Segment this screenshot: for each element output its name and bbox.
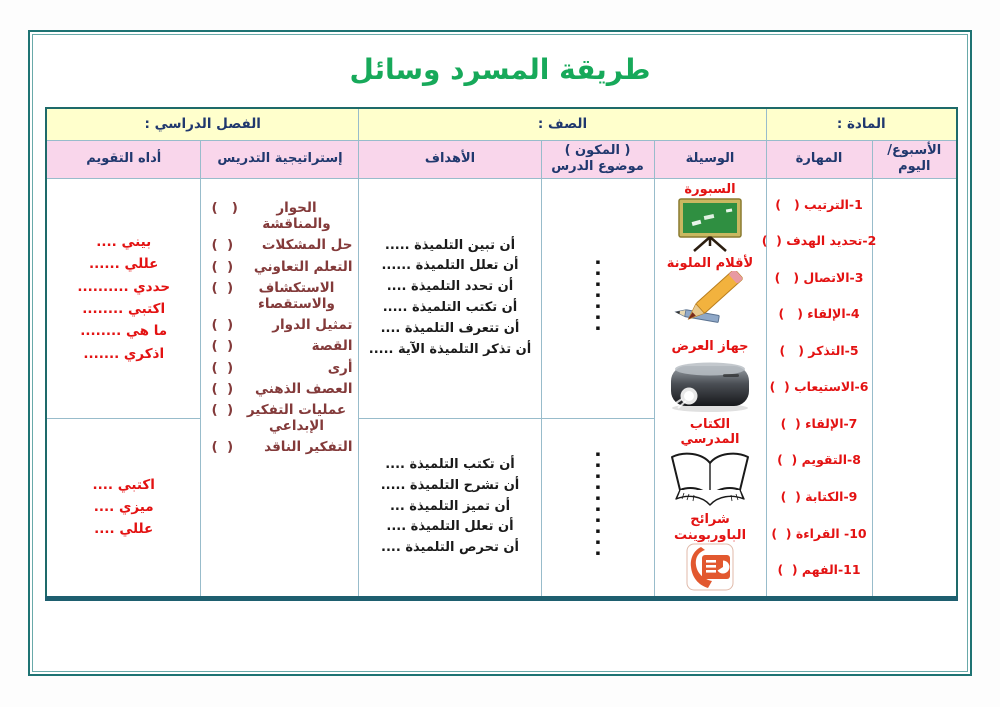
strategy-checkbox-parens: ( ) [211, 279, 234, 296]
skill-item: 7-الإلقاء ( ) [780, 415, 858, 431]
evaluation-line: حددي .......... [77, 278, 171, 295]
strategy-checkbox-parens: ( ) [211, 237, 234, 254]
skills-cell [761, 178, 877, 598]
evaluation-line: اذكري ....... [83, 345, 165, 362]
skill-item: 5-التذكر ( ) [779, 342, 859, 358]
column-header-strategy: إستراتيجية التدريس [201, 140, 359, 178]
strategy-label: القصة [311, 338, 353, 355]
page-border-inner [32, 34, 968, 672]
strategy-cell [201, 178, 359, 598]
strategy-checkbox-parens: ( ) [211, 380, 234, 397]
skill-item: 9-الكتابة ( ) [780, 489, 858, 505]
evaluation-line: عللي ...... [89, 256, 159, 273]
strategy-item [211, 360, 352, 376]
column-header-skill: المهارة [766, 140, 872, 178]
topic-cell-row2 [541, 418, 654, 598]
skills-list [761, 180, 877, 594]
means-item-projector [665, 339, 755, 417]
strategy-checkbox-parens: ( ) [211, 200, 238, 216]
strategy-item [211, 381, 352, 397]
group-header-row [46, 108, 957, 140]
means-label: الكتاب المدرسي [680, 416, 740, 448]
topic-dotted-marker: ▪▪▪▪▪▪▪ [594, 257, 602, 335]
column-header-week-day: الأسبوع/اليوم [872, 140, 957, 178]
strategy-label: العصف الذهني [255, 380, 353, 397]
semester-header-cell: الفصل الدراسي : [46, 108, 359, 140]
body-row-1 [46, 178, 957, 418]
chalkboard-image [674, 198, 746, 256]
strategy-label: الاستكشاف والاستقصاء [258, 279, 335, 312]
objective-line: أن تبين التلميذة ..... [384, 237, 516, 253]
evaluation-line: ميزي .... [93, 498, 154, 515]
objectives-cell-row2 [359, 418, 541, 598]
means-label: لأقلام الملونة [666, 255, 754, 271]
class-header-cell: الصف : [359, 108, 766, 140]
evaluation-cell-row1 [46, 178, 201, 418]
projector-image [665, 355, 755, 417]
objective-line: أن تعلل التلميذة ...... [381, 258, 519, 274]
column-header-topic: ( المكون ) موضوع الدرس [541, 140, 654, 178]
evaluation-line: اكتبي ........ [82, 301, 166, 317]
objective-line: أن تحرص التلميذة .... [381, 540, 519, 556]
objectives-list-row1 [359, 236, 540, 361]
strategy-item [211, 237, 352, 253]
means-label: جهاز العرض [671, 339, 749, 355]
strategy-label: تمثيل الدوار [272, 317, 353, 334]
strategy-checkbox-parens: ( ) [211, 439, 234, 456]
strategy-label: التفكير الناقد [264, 439, 353, 456]
powerpoint-icon [686, 543, 734, 595]
means-item-book [655, 417, 766, 512]
means-label: السبورة [684, 182, 736, 197]
page-title: طريقة المسرد وسائل [349, 53, 651, 86]
column-header-evaluation: أداه التقويم [46, 140, 201, 178]
evaluation-line: عللي .... [94, 521, 154, 538]
strategy-checkbox-parens: ( ) [211, 317, 234, 334]
column-header-row [46, 140, 957, 178]
strategy-checkbox-parens: ( ) [211, 258, 234, 275]
evaluation-list-row1 [47, 231, 201, 365]
evaluation-line: ما هي ........ [80, 323, 168, 340]
strategy-item [211, 259, 352, 275]
page-border-frame [28, 30, 972, 676]
strategy-item [211, 280, 352, 312]
means-label: شرائح الباوربوينت [673, 511, 747, 543]
strategy-item [211, 439, 352, 455]
skill-item: 2-تحديد الهدف ( ) [761, 233, 877, 249]
objective-line: أن تميز التلميذة ... [389, 498, 511, 514]
strategy-label: الحوار والمناقشة [262, 200, 331, 233]
skill-item: 6-الاستيعاب ( ) [769, 379, 869, 395]
topic-cell-row1 [541, 178, 654, 418]
strategy-label: أرى [327, 359, 353, 376]
evaluation-line: بيني .... [96, 234, 152, 251]
strategy-label: حل المشكلات [261, 237, 353, 254]
column-header-means: الوسيلة [654, 140, 766, 178]
strategy-item [211, 402, 352, 434]
objectives-cell-row1 [359, 178, 541, 418]
objective-line: أن تكتب التلميذة .... [385, 457, 515, 472]
strategy-item [211, 200, 352, 232]
strategy-label: عمليات التفكير الإبداعي [246, 401, 347, 435]
means-item-chalkboard [674, 182, 746, 256]
strategy-checkbox-parens: ( ) [211, 401, 234, 418]
strategy-label: التعلم التعاوني [253, 258, 353, 275]
subject-header-cell: المادة : [766, 108, 957, 140]
skill-item: 1-الترتيب ( ) [775, 196, 863, 212]
skill-item: 3-الاتصال ( ) [774, 269, 864, 285]
evaluation-list-row2 [47, 474, 201, 541]
means-list [655, 180, 766, 594]
skill-item: 4-الإلقاء ( ) [778, 306, 860, 322]
objective-line: أن تذكر التلميذة الآية ..... [368, 341, 532, 357]
objective-line: أن تعلل التلميذة .... [386, 519, 514, 535]
evaluation-cell-row2 [46, 418, 201, 598]
objective-line: أن تكتب التلميذة ..... [382, 300, 518, 315]
textbook-image [667, 448, 753, 512]
strategy-item [211, 338, 352, 354]
week-day-cell [872, 178, 957, 598]
means-item-pencils [661, 256, 759, 340]
strategies-list [201, 180, 358, 594]
colored-pencils-image [673, 271, 747, 339]
objective-line: أن تحدد التلميذة .... [386, 279, 514, 295]
objective-line: أن تتعرف التلميذة .... [380, 320, 520, 336]
objectives-list-row2 [359, 455, 540, 559]
strategy-checkbox-parens: ( ) [211, 338, 234, 355]
strategy-item [211, 317, 352, 333]
topic-dotted-marker: ▪▪▪▪▪▪▪▪▪▪ [594, 450, 602, 560]
means-item-powerpoint [655, 512, 766, 595]
means-cell [654, 178, 766, 598]
skill-item: 10- القراءة ( ) [771, 525, 867, 541]
strategy-checkbox-parens: ( ) [211, 359, 234, 376]
column-header-objectives: الأهداف [359, 140, 541, 178]
lesson-plan-table [45, 107, 958, 601]
objective-line: أن تشرح التلميذة ..... [380, 477, 520, 493]
evaluation-line: اكتبي .... [92, 476, 155, 493]
skill-item: 8-التقويم ( ) [777, 452, 861, 468]
skill-item: 11-الفهم ( ) [777, 562, 861, 578]
